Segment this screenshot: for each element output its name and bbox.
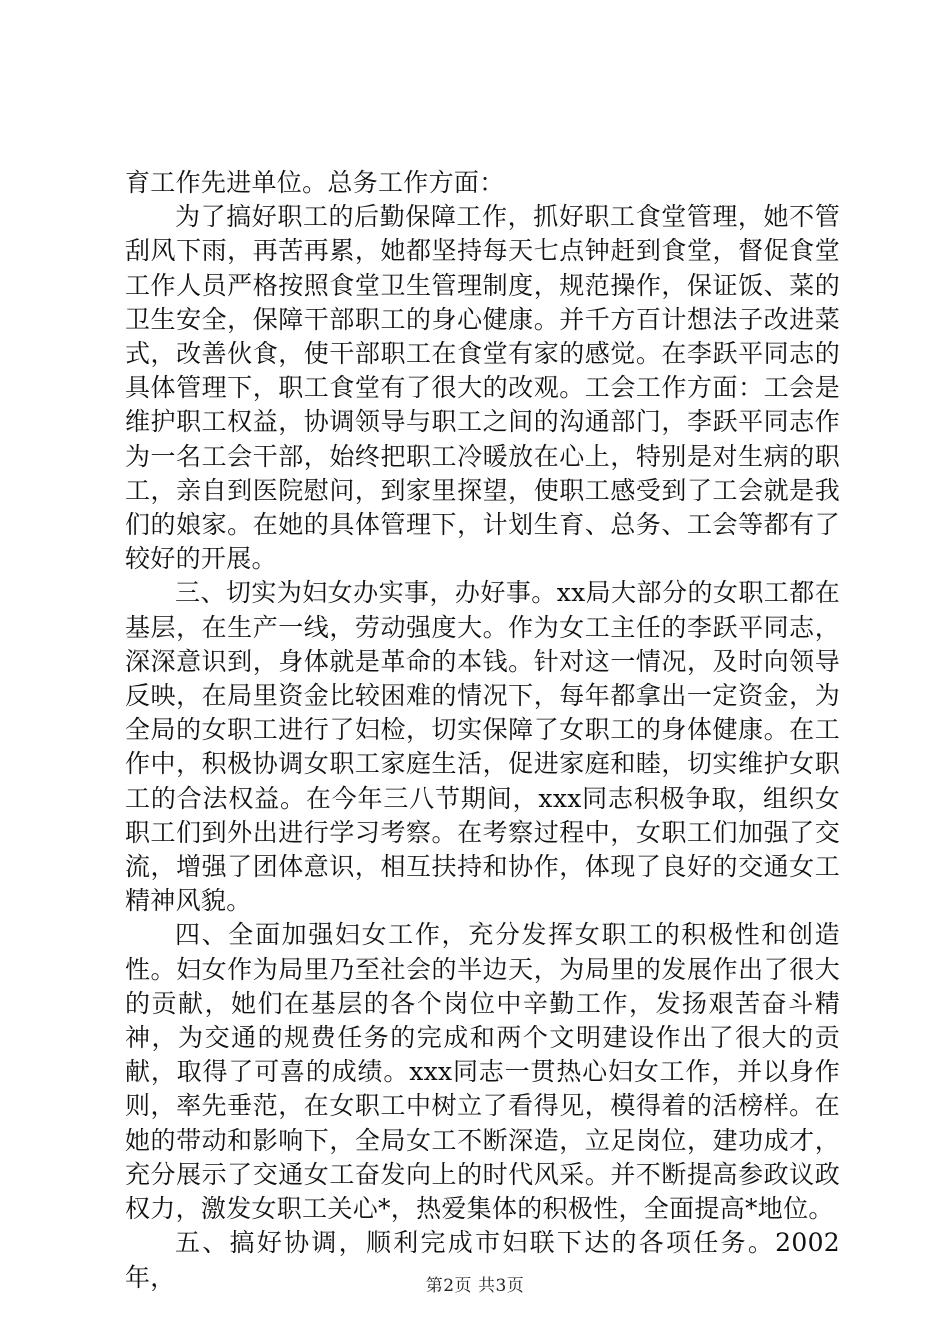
paragraph-continuation: 育工作先进单位。总务工作方面： [125, 168, 505, 197]
document-body [125, 166, 840, 1295]
paragraph-section-five: 五、搞好协调，顺利完成市妇联下达的各项任务。2002年， [125, 1228, 840, 1292]
paragraph-section-three: 三、切实为妇女办实事，办好事。xx局大部分的女职工都在基层，在生产一线，劳动强度大。作为女工主任的李跃平同志，深深意识到，身体就是革命的本钱。针对这一情况，及时向领导反映，在局里资金比较困难的情况下，每年都拿出一定资金，为全局的女职工进行了妇检，切实保障了女职工的身体健康。在工作中，积极协调女职工家庭生活，促进家庭和睦，切实维护女职工的合法权益。在今年三八节期间，xxx同志积极争取，组织女职工们到外出进行学习考察。在考察过程中，女职工们加强了交流，增强了团体意识，相互扶持和协作，体现了良好的交通女工精神风貌。 [125, 578, 840, 916]
paragraph-logistics-union: 为了搞好职工的后勤保障工作，抓好职工食堂管理，她不管刮风下雨，再苦再累，她都坚持每天七点钟赶到食堂，督促食堂工作人员严格按照食堂卫生管理制度，规范操作，保证饭、菜的卫生安全，保障干部职工的身心健康。并千方百计想法子改进菜式，改善伙食，使干部职工在食堂有家的感觉。在李跃平同志的具体管理下，职工食堂有了很大的改观。工会工作方面：工会是维护职工权益，协调领导与职工之间的沟通部门，李跃平同志作为一名工会干部，始终把职工冷暖放在心上，特别是对生病的职工，亲自到医院慰问，到家里探望，使职工感受到了工会就是我们的娘家。在她的具体管理下，计划生育、总务、工会等都有了较好的开展。 [125, 202, 840, 574]
page-number-footer: 第2页 共3页 [425, 1276, 525, 1296]
paragraph-section-four: 四、全面加强妇女工作，充分发挥女职工的积极性和创造性。妇女作为局里乃至社会的半边天，为局里的发展作出了很大的贡献，她们在基层的各个岗位中辛勤工作，发扬艰苦奋斗精神，为交通的规费任务的完成和两个文明建设作出了很大的贡献，取得了可喜的成绩。xxx同志一贯热心妇女工作，并以身作则，率先垂范，在女职工中树立了看得见，模得着的活榜样。在她的带动和影响下，全局女工不断深造，立足岗位，建功成才，充分展示了交通女工奋发向上的时代风采。并不断提高参政议政权力，激发女职工关心*，热爱集体的积极性，全面提高*地位。 [125, 920, 840, 1224]
